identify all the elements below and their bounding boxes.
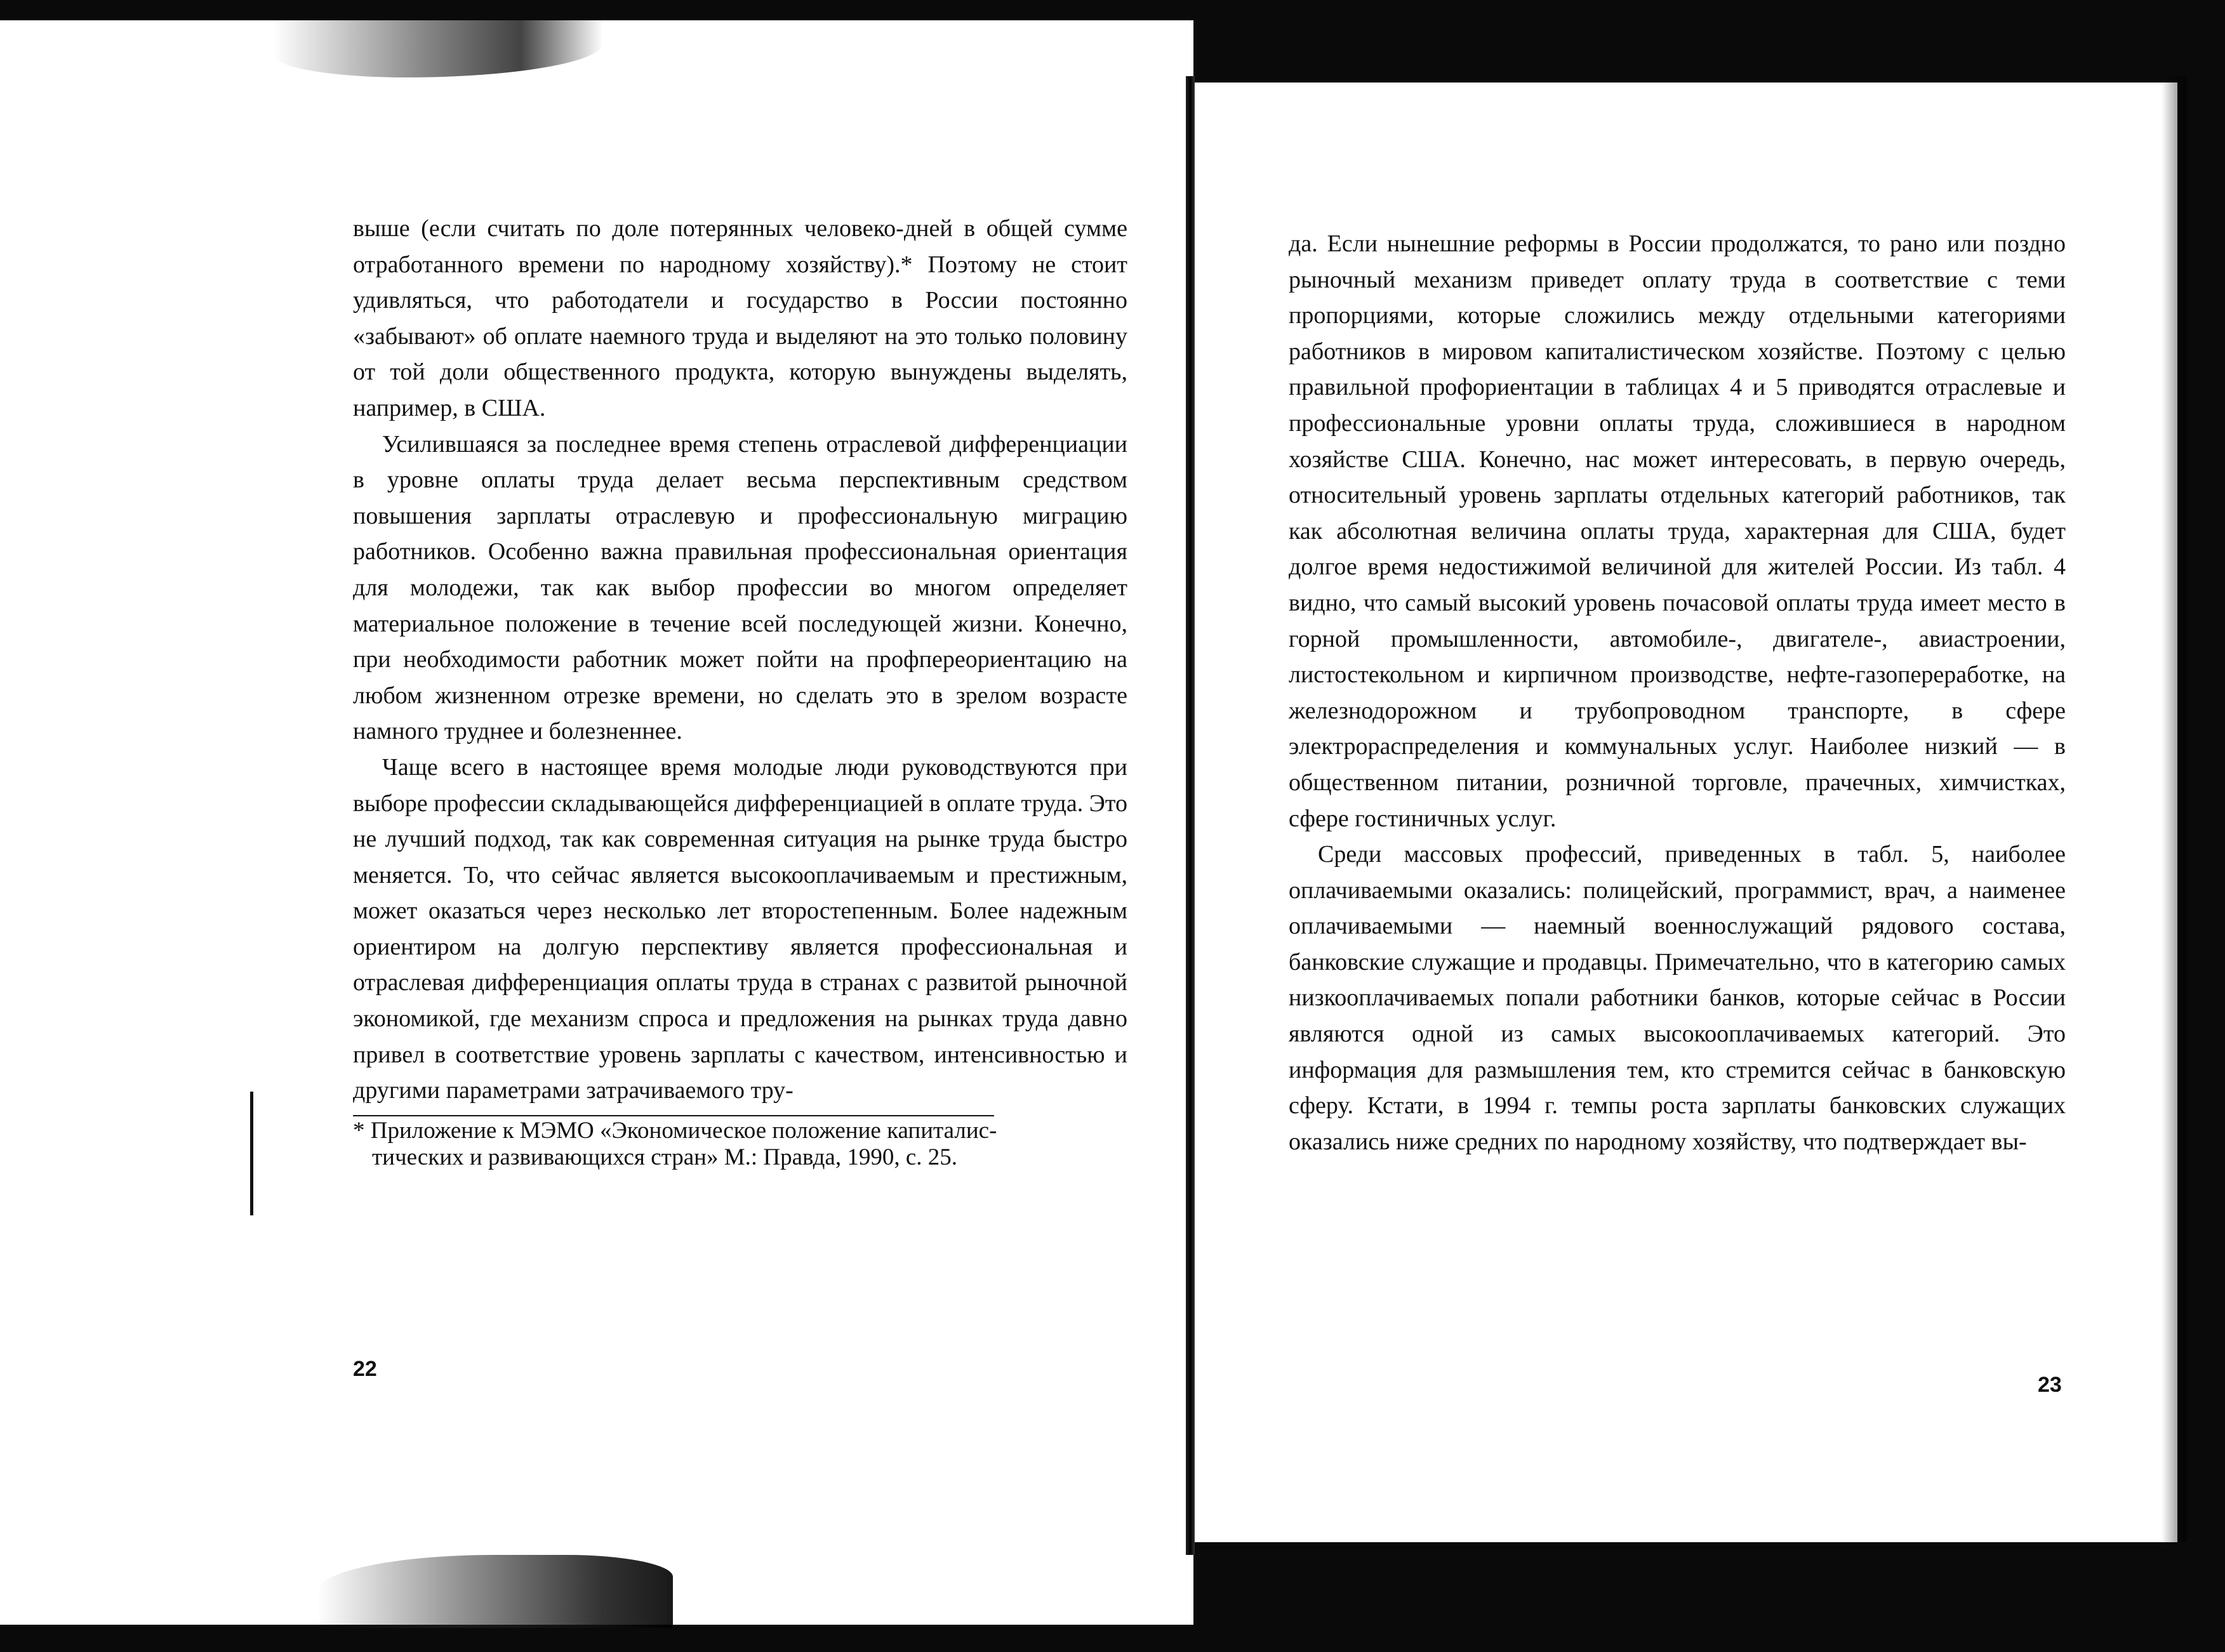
- scan-edge-shadow-right: [2162, 76, 2187, 1549]
- footnote-line-1: * Приложение к МЭМО «Экономическое положение капиталис-: [353, 1117, 997, 1144]
- footnote-line-2: тических и развивающихся стран» М.: Правда, 1990, с. 25.: [372, 1144, 958, 1170]
- scan-smudge-top: [273, 20, 603, 77]
- left-paragraph-1: выше (если считать по доле потерянных человеко-дней в общей сумме отработанного времени по народному хозяйству).* Поэтому не стоит удивляться, что работодатели и государство в России постоянно «забывают» об оплате наемного труда и выделяют на это только половину от той доли общественного продукта, которую вынуждены выделять, например, в США.: [353, 215, 1127, 421]
- scan-smudge-bottom: [317, 1555, 673, 1628]
- margin-mark: [250, 1092, 253, 1215]
- page-number-right: 23: [2038, 1373, 2062, 1397]
- right-page: [1289, 226, 2066, 1160]
- page-number-left: 22: [353, 1357, 377, 1381]
- right-paragraph-2: Среди массовых профессий, приведенных в табл. 5, наиболее оплачиваемыми оказались: полицейский, программист, врач, а наименее оплачиваемыми — наемный военнослужащий рядового состава, банковские служащие и продавцы. Примечательно, что в категорию самых низкооплачиваемых попали работники банков, которые сейчас в России являются одной из самых высокооплачиваемых категорий. Это информация для размышления тем, кто стремится сейчас в банковскую сферу. Кстати, в 1994 г. темпы роста зарплаты банковских служащих оказались ниже средних по народному хозяйству, что подтверждает вы-: [1289, 841, 2066, 1155]
- left-paragraph-3: Чаще всего в настоящее время молодые люди руководствуются при выборе профессии складывающейся дифференциацией в оплате труда. Это не лучший подход, так как современная ситуация на рынке труда быстро меняется. То, что сейчас является высокооплачиваемым и престижным, может оказаться через несколько лет второстепенным. Более надежным ориентиром на долгую перспективу является профессиональная и отраслевая дифференциация оплаты труда в странах с развитой рыночной экономикой, где механизм спроса и предложения на рынках труда давно привел в соответствие уровень зарплаты с качеством, интенсивностью и другими параметрами затрачиваемого тру-: [353, 753, 1127, 1104]
- right-paragraph-1: да. Если нынешние реформы в России продолжатся, то рано или поздно рыночный механизм приведет оплату труда в соответствие с теми пропорциями, которые сложились между отдельными категориями работников в мировом капиталистическом хозяйстве. Поэтому с целью правильной профориентации в таблицах 4 и 5 приводятся отраслевые и профессиональные уровни оплаты труда, сложившиеся в народном хозяйстве США. Конечно, нас может интересовать, в первую очередь, относительный уровень зарплаты отдельных категорий работников, так как абсолютная величина оплаты труда, характерная для США, будет долгое время недостижимой величиной для жителей России. Из табл. 4 видно, что самый высокий уровень почасовой оплаты труда имеет место в горной промышленности, автомобиле-, двигателе-, авиастроении, листостекольном и кирпичном производстве, нефте-газопереработке, на железнодорожном и трубопроводном транспорте, в сфере электрораспределения и коммунальных услуг. Наиболее низкий — в общественном питании, розничной торговле, прачечных, химчистках, сфере гостиничных услуг.: [1289, 230, 2066, 832]
- left-page: [353, 211, 1127, 1171]
- footnote: [353, 1118, 1127, 1171]
- scan-border-bottom-right: [1193, 1542, 2225, 1652]
- footnote-rule: [353, 1115, 994, 1116]
- scan-border-top-right: [1193, 0, 2225, 83]
- left-paragraph-2: Усилившаяся за последнее время степень отраслевой дифференциации в уровне оплаты труда делает весьма перспективным средством повышения зарплаты отраслевую и профессиональную миграцию работников. Особенно важна правильная профессиональная ориентация для молодежи, так как выбор профессии во многом определяет материальное положение в течение всей последующей жизни. Конечно, при необходимости работник может пойти на профпереориентацию на любом жизненном отрезке времени, но сделать это в зрелом возрасте намного труднее и болезненнее.: [353, 430, 1127, 745]
- book-gutter: [1186, 76, 1195, 1555]
